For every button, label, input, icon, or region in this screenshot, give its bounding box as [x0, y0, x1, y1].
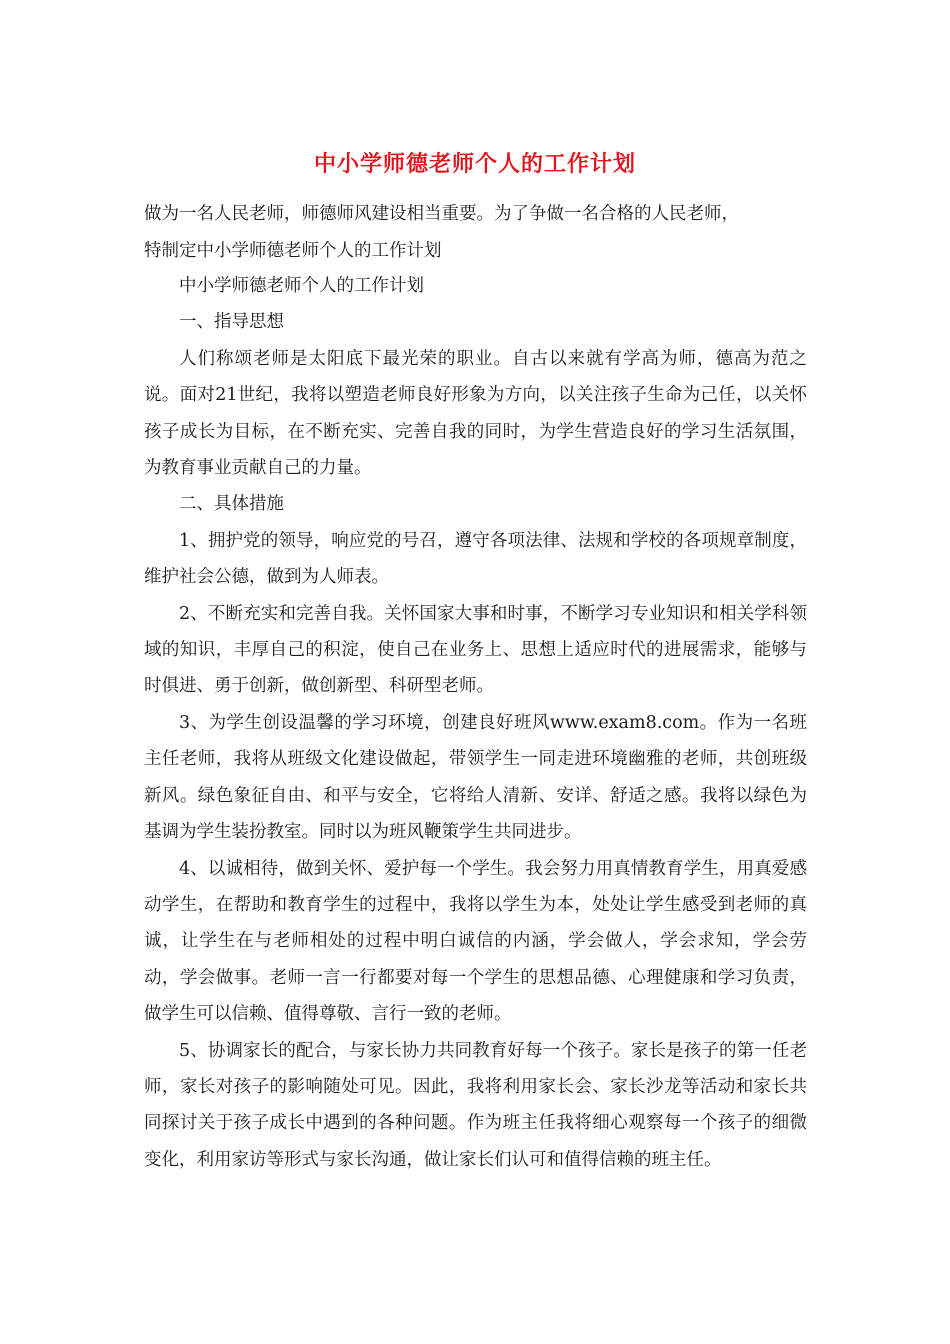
body-paragraph: 5、协调家长的配合，与家长协力共同教育好每一个孩子。家长是孩子的第一任老师，家长对孩子的影响随处可见。因此，我将利用家长会、家长沙龙等活动和家长共同探讨关于孩子成长中遇到的各种问题。作为班主任我将细心观察每一个孩子的细微变化，利用家访等形式与家长沟通，做让家长们认可和值得信赖的班主任。 — [144, 1040, 807, 1170]
subtitle-paragraph: 中小学师德老师个人的工作计划 — [179, 276, 424, 296]
intro-line: 特制定中小学师德老师个人的工作计划 — [144, 241, 442, 261]
section-heading: 一、指导思想 — [179, 312, 284, 333]
body-paragraph: 1、拥护党的领导，响应党的号召，遵守各项法律、法规和学校的各项规章制度，维护社会公德，做到为人师表。 — [144, 530, 807, 588]
intro-block — [144, 196, 824, 270]
document-title: 中小学师德老师个人的工作计划 — [313, 151, 636, 177]
document-body — [144, 268, 807, 1178]
body-paragraph: 2、不断充实和完善自我。关怀国家大事和时事，不断学习专业知识和相关学科领域的知识，丰厚自己的积淀，使自己在业务上、思想上适应时代的进展需求，能够与时俱进、勇于创新，做创新型、科研型老师。 — [144, 603, 807, 697]
section-heading: 二、具体措施 — [179, 494, 284, 515]
intro-line: 做为一名人民老师，师德师风建设相当重要。为了争做一名合格的人民老师， — [144, 204, 739, 224]
body-paragraph: 3、为学生创设温馨的学习环境，创建良好班风www.exam8.com。作为一名班主任老师，我将从班级文化建设做起，带领学生一同走进环境幽雅的老师，共创班级新风。绿色象征自由、和平与安全，它将给人清新、安详、舒适之感。我将以绿色为基调为学生装扮教室。同时以为班风鞭策学生共同进步。 — [144, 712, 807, 843]
body-paragraph: 人们称颂老师是太阳底下最光荣的职业。自古以来就有学高为师，德高为范之说。面对21世纪，我将以塑造老师良好形象为方向，以关注孩子生命为己任，以关怀孩子成长为目标，在不断充实、完善自我的同时，为学生营造良好的学习生活氛围，为教育事业贡献自己的力量。 — [144, 348, 807, 479]
body-paragraph: 4、以诚相待，做到关怀、爱护每一个学生。我会努力用真情教育学生，用真爱感动学生，在帮助和教育学生的过程中，我将以学生为本，处处让学生感受到老师的真诚，让学生在与老师相处的过程中明白诚信的内涵，学会做人，学会求知，学会劳动，学会做事。老师一言一行都要对每一个学生的思想品德、心理健康和学习负责，做学生可以信赖、值得尊敬、言行一致的老师。 — [144, 858, 807, 1025]
